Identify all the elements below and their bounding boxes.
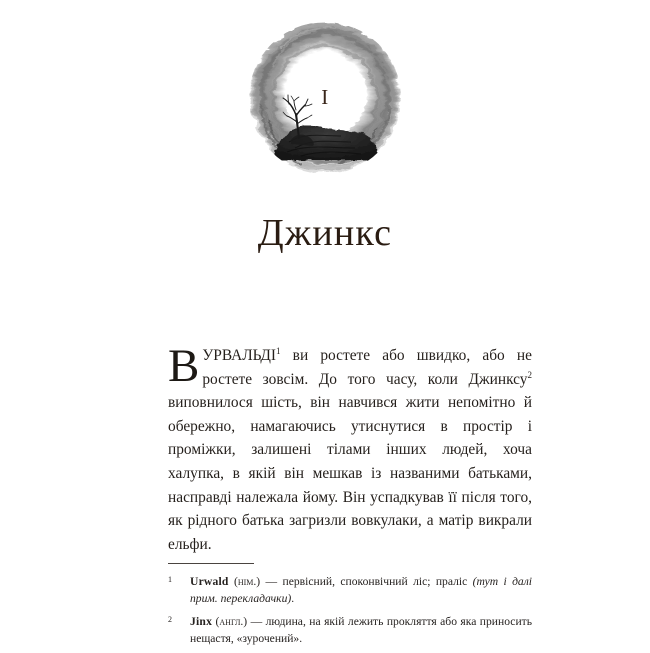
footnote-language: (англ.) bbox=[215, 614, 248, 628]
footnote-text bbox=[190, 613, 532, 648]
footnote-marker: 2 bbox=[168, 614, 172, 624]
footnote-tail: . bbox=[291, 592, 295, 606]
footnote-dash: — bbox=[260, 575, 283, 588]
footnote-term: Jinx bbox=[190, 614, 213, 628]
footnote-ref-2[interactable]: 2 bbox=[527, 369, 532, 380]
body-text-block bbox=[168, 340, 532, 556]
drop-cap: В bbox=[168, 340, 200, 392]
footnote-item bbox=[168, 573, 532, 608]
footnote-separator bbox=[168, 563, 254, 564]
opening-paragraph bbox=[168, 340, 532, 556]
chapter-title: Джинкс bbox=[257, 212, 393, 254]
footnote-italic-note: (тут і далі прим. перекладачки) bbox=[190, 575, 533, 606]
footnote-marker: 1 bbox=[168, 575, 172, 584]
chapter-ornament bbox=[0, 14, 650, 182]
footnote-text bbox=[190, 573, 532, 608]
paragraph-segment-1: УРВАЛЬДІ bbox=[202, 347, 276, 364]
footnote-ref-1[interactable]: 1 bbox=[276, 345, 281, 356]
footnote-definition: людина, на якій лежить прокляття або яка приносить нещастя, «зурочений». bbox=[190, 614, 533, 646]
chapter-number: I bbox=[321, 85, 329, 110]
footnote-definition: первісний, споконвічний ліс; праліс bbox=[282, 575, 473, 588]
footnote-item bbox=[168, 613, 532, 648]
paragraph-segment-3: виповнилося шість, він навчився жити непомітно й обережно, намагаючись утиснутися в простір і проміжки, залишені тілами інших людей, хоча халупка, в якій він мешкав із названими батьками, насправді належала йому. Він успадкував її після того, як рідного батька загризли вовкулаки, а матір викрали ельфи. bbox=[168, 394, 532, 553]
footnote-term: Urwald bbox=[190, 575, 229, 588]
footnote-language: (нім.) bbox=[233, 575, 261, 588]
forest-ring-illustration bbox=[247, 18, 403, 178]
footnote-dash: — bbox=[247, 614, 266, 628]
paragraph-segment-2: ви ростете або швидко, або не ростете зовсім. До того часу, коли Джинксу bbox=[202, 347, 532, 388]
footnote-area bbox=[168, 563, 532, 653]
